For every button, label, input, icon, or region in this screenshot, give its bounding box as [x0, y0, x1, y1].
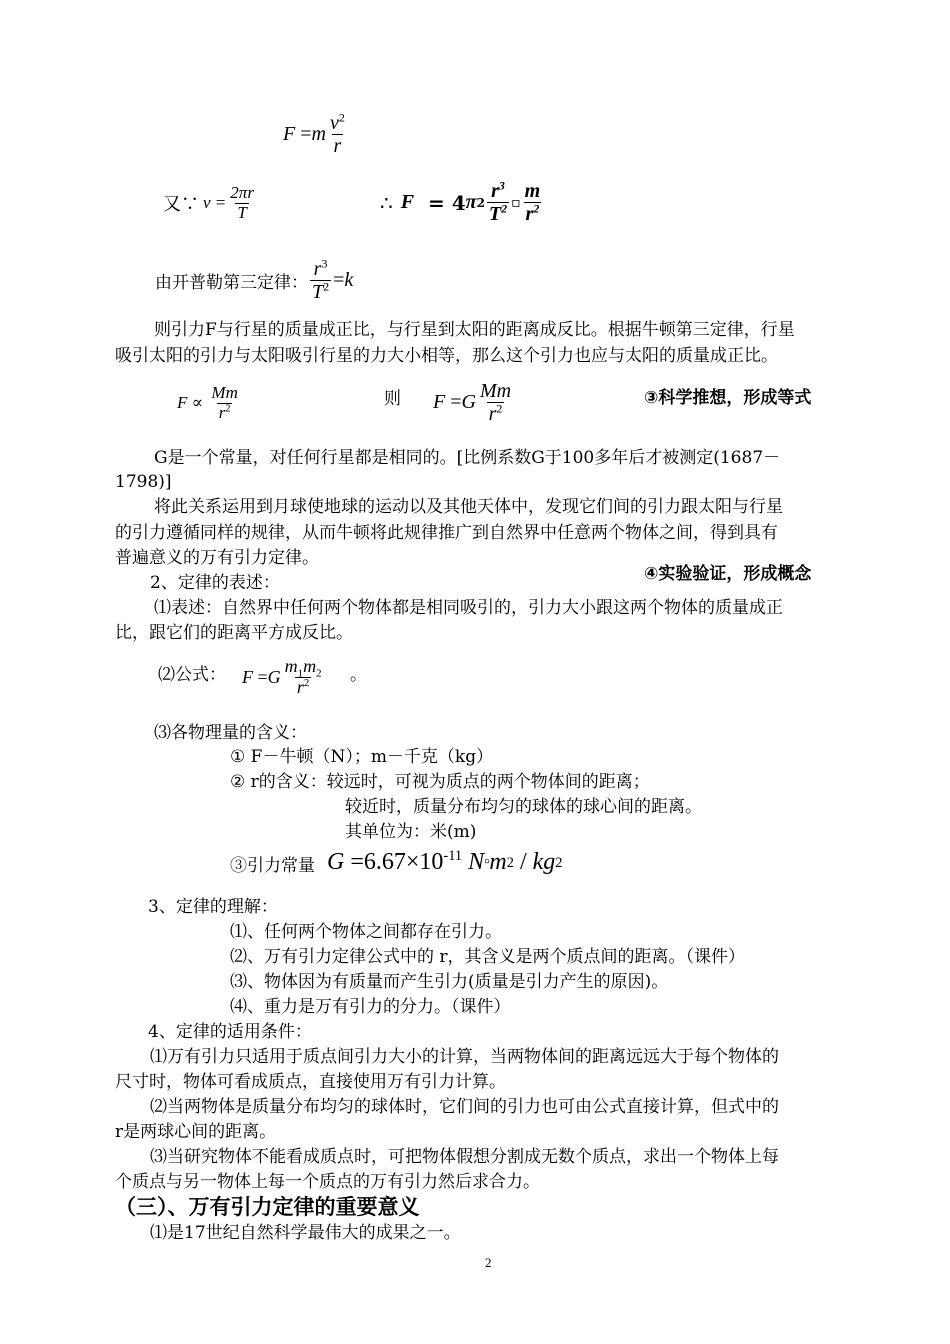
gravity-constant-label: ③引力常量: [230, 856, 315, 876]
quantity-2c: 其单位为：米(m): [345, 822, 477, 842]
heading-2: 2、定律的表述：: [150, 573, 280, 593]
kepler-label: 由开普勒第三定律：: [155, 273, 308, 293]
quantity-2b: 较近时，质量分布均匀的球体的球心间的距离。: [345, 797, 702, 817]
page-number: 2: [485, 1255, 492, 1270]
para3-line1: 将此关系运用到月球使地球的运动以及其他天体中，发现它们间的引力跟太阳与行星: [154, 497, 783, 517]
para3-line2: 的引力遵循同样的规律，从而牛顿将此规律推广到自然界中任意两个物体之间，得到具有: [115, 523, 778, 543]
formula-end: 。: [350, 665, 367, 685]
marker-3: ③科学推想，形成等式: [644, 388, 812, 408]
formula-therefore: ∴ F = 4 π 2 $\frac{r^3}{T^2}$ ▫ $\frac{m}{r^2}$: [380, 178, 541, 225]
heading-3: 3、定律的理解：: [148, 897, 278, 917]
formula-velocity: 又∵ v = $\frac{2\pi r}{T}$: [163, 183, 254, 222]
para3-line3: 普遍意义的万有引力定律。: [115, 548, 319, 568]
para1-line2: 吸引太阳的引力与太阳吸引行星的力大小相等，那么这个引力也应与太阳的质量成正比。: [115, 346, 778, 366]
understand-4: ⑷、重力是万有引力的分力。（课件）: [230, 997, 511, 1017]
then-label: 则: [384, 389, 401, 409]
para2-line2: 1798)]: [115, 472, 172, 492]
statement-line2: 比，跟它们的距离平方成反比。: [115, 623, 353, 643]
condition-2-line1: ⑵当两物体是质量分布均匀的球体时，它们间的引力也可由公式直接计算，但式中的: [150, 1097, 779, 1117]
significance-1: ⑴是17世纪自然科学最伟大的成果之一。: [150, 1223, 461, 1243]
heading-4: 4、定律的适用条件：: [148, 1022, 312, 1042]
law-formula: F = G $\frac{m_1m_2}{r^2}$: [242, 656, 322, 697]
condition-3-line2: 个质点与另一物体上每一个质点的万有引力然后求合力。: [115, 1172, 540, 1192]
formula-proportional: F ∝ $\frac{Mm}{r^2}$: [177, 383, 238, 422]
quantity-1: ① F－牛顿（N）；m－千克（kg）: [230, 747, 494, 767]
marker-4: ④实验验证，形成概念: [644, 564, 812, 584]
condition-1-line2: 尺寸时，物体可看成质点，直接使用万有引力计算。: [115, 1072, 506, 1092]
understand-1: ⑴、任何两个物体之间都存在引力。: [230, 922, 502, 942]
formula-gravity-g: F = G $\frac{Mm}{r^2}$: [433, 380, 512, 425]
statement-line1: ⑴表述：自然界中任何两个物体都是相同吸引的，引力大小跟这两个物体的质量成正: [154, 598, 783, 618]
condition-1-line1: ⑴万有引力只适用于质点间引力大小的计算，当两物体间的距离远远大于每个物体的: [150, 1047, 779, 1067]
section-3-title: （三）、万有引力定律的重要意义: [115, 1195, 420, 1219]
formula-centripetal: F = m $\frac{v^2}{r}$: [283, 110, 345, 157]
quantity-2: ② r的含义：较远时，可视为质点的两个物体间的距离；: [230, 772, 650, 792]
formula-label: ⑵公式：: [158, 665, 226, 685]
quantity-heading: ⑶各物理量的含义：: [154, 723, 307, 743]
para1-line1: 则引力F与行星的质量成正比，与行星到太阳的距离成反比。根据牛顿第三定律，行星: [154, 320, 795, 340]
understand-2: ⑵、万有引力定律公式中的 r，其含义是两个质点间的距离。（课件）: [230, 947, 746, 967]
condition-3-line1: ⑶当研究物体不能看成质点时，可把物体假想分割成无数个质点，求出一个物体上每: [150, 1147, 779, 1167]
condition-2-line2: r是两球心间的距离。: [115, 1122, 277, 1142]
para2-line1: G是一个常量，对任何行星都是相同的。[比例系数G于100多年后才被测定(1687－: [154, 448, 781, 468]
kepler-law: 由开普勒第三定律： $\frac{r^3}{T^2}$ =k: [155, 256, 354, 303]
gravity-constant: G $=6.67\times 10^{-11}$ N ▫ m 2 / kg 2: [327, 848, 563, 875]
understand-3: ⑶、物体因为有质量而产生引力(质量是引力产生的原因)。: [230, 972, 669, 992]
